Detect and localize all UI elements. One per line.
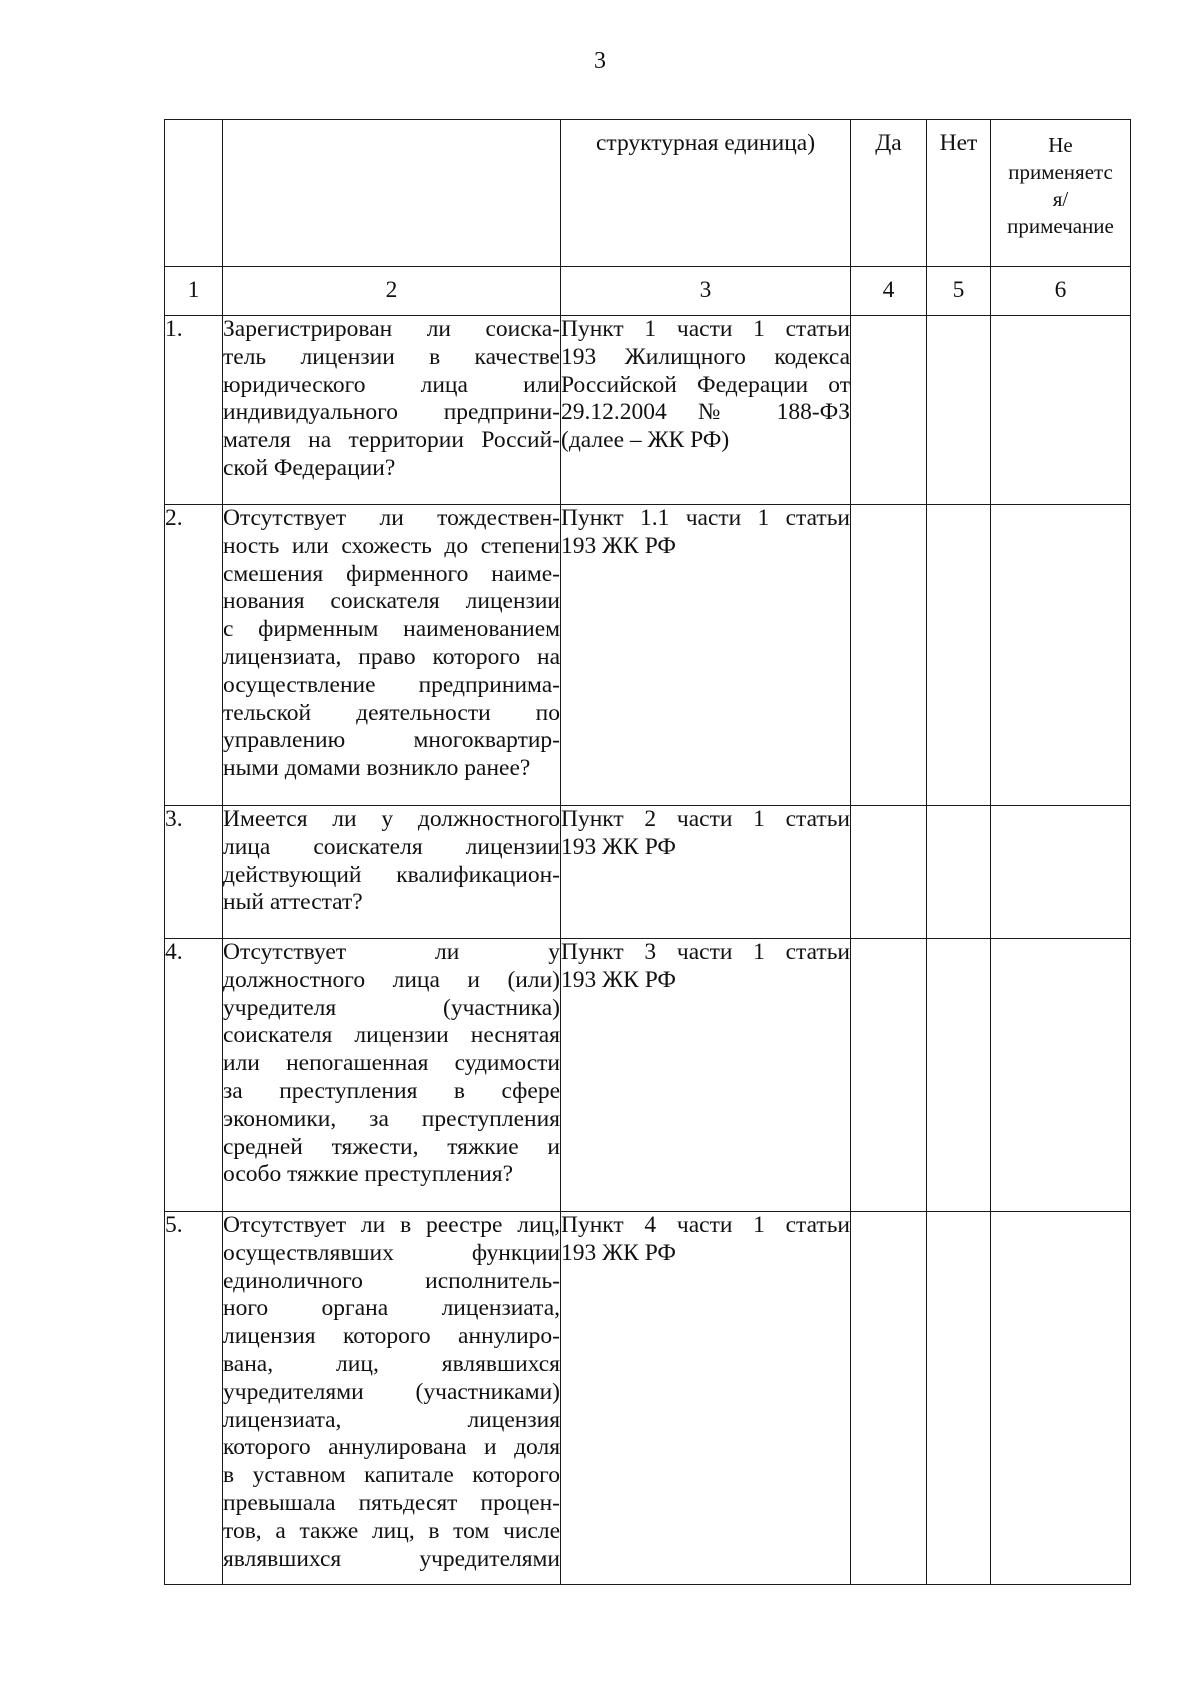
basis-line: Пункт 2 части 1 статьи bbox=[561, 806, 850, 832]
basis-line: 193 ЖК РФ bbox=[561, 966, 676, 993]
column-number: 1 bbox=[165, 267, 223, 316]
question-line: или непогашенная судимости bbox=[223, 1050, 560, 1077]
question-line: тов, а также лиц, в том числе bbox=[223, 1517, 560, 1544]
table-row bbox=[165, 1212, 1131, 1585]
answer-no-cell[interactable] bbox=[927, 939, 991, 1212]
row-number: 3. bbox=[165, 806, 223, 939]
question-line: ного органа лицензиата, bbox=[223, 1295, 560, 1322]
header-cell-not-applicable bbox=[991, 120, 1131, 267]
question-line: единоличного исполнитель- bbox=[223, 1267, 560, 1294]
basis-line: 193 ЖК РФ bbox=[561, 833, 676, 860]
question-line: осуществление предпринима- bbox=[223, 671, 560, 698]
answer-yes-cell[interactable] bbox=[851, 316, 927, 505]
question-line: учредителями (участниками) bbox=[223, 1378, 560, 1405]
basis-line: Пункт 1 части 1 статьи bbox=[561, 316, 850, 342]
question-line: Зарегистрирован ли соиска- bbox=[223, 316, 560, 342]
table-row bbox=[165, 505, 1131, 806]
basis-cell bbox=[561, 505, 851, 806]
row-number: 1. bbox=[165, 316, 223, 505]
column-number: 5 bbox=[927, 267, 991, 316]
question-line: Отсутствует ли тождествен- bbox=[223, 505, 560, 531]
question-line: юридического лица или bbox=[223, 371, 560, 398]
table-row bbox=[165, 316, 1131, 505]
answer-yes-cell[interactable] bbox=[851, 1212, 927, 1585]
basis-line: Пункт 3 части 1 статьи bbox=[561, 939, 850, 965]
row-number: 2. bbox=[165, 505, 223, 806]
header-col6-line: применяетс bbox=[1008, 160, 1113, 184]
question-cell bbox=[223, 1212, 561, 1585]
question-line: которого аннулирована и доля bbox=[223, 1434, 560, 1461]
answer-yes-cell[interactable] bbox=[851, 939, 927, 1212]
answer-no-cell[interactable] bbox=[927, 505, 991, 806]
header-cell-basis: структурная единица) bbox=[561, 120, 851, 267]
question-line: тель лицензии в качестве bbox=[223, 343, 560, 370]
column-numbers-row bbox=[165, 267, 1131, 316]
question-line: соискателя лицензии неснятая bbox=[223, 1022, 560, 1049]
question-cell bbox=[223, 316, 561, 505]
page-number: 3 bbox=[594, 48, 606, 74]
answer-no-cell[interactable] bbox=[927, 1212, 991, 1585]
basis-cell bbox=[561, 806, 851, 939]
question-line: превышала пятьдесят процен- bbox=[223, 1489, 560, 1516]
question-cell bbox=[223, 505, 561, 806]
question-line: средней тяжести, тяжкие и bbox=[223, 1133, 560, 1160]
question-line: лицензия которого аннулиро- bbox=[223, 1323, 560, 1350]
question-line: ными домами возникло ранее? bbox=[223, 755, 531, 782]
question-line: ный аттестат? bbox=[223, 889, 363, 916]
basis-line: Пункт 1.1 части 1 статьи bbox=[561, 505, 850, 531]
row-number: 4. bbox=[165, 939, 223, 1212]
table-row bbox=[165, 806, 1131, 939]
note-cell[interactable] bbox=[991, 1212, 1131, 1585]
answer-no-cell[interactable] bbox=[927, 316, 991, 505]
basis-line: (далее – ЖК РФ) bbox=[561, 427, 730, 454]
question-line: Имеется ли у должностного bbox=[223, 806, 560, 832]
question-line: мателя на территории Россий- bbox=[223, 427, 560, 454]
column-number: 6 bbox=[991, 267, 1131, 316]
column-number: 3 bbox=[561, 267, 851, 316]
question-line: с фирменным наименованием bbox=[223, 616, 560, 643]
header-cell-no: Нет bbox=[927, 120, 991, 267]
question-line: в уставном капитале которого bbox=[223, 1462, 560, 1489]
question-line: лица соискателя лицензии bbox=[223, 833, 560, 860]
question-line: осуществлявших функции bbox=[223, 1239, 560, 1266]
question-line: индивидуального предприни- bbox=[223, 399, 560, 426]
basis-line: Российской Федерации от bbox=[561, 371, 850, 398]
question-line: лицензиата, лицензия bbox=[223, 1406, 560, 1433]
answer-no-cell[interactable] bbox=[927, 806, 991, 939]
note-cell[interactable] bbox=[991, 316, 1131, 505]
column-number: 2 bbox=[223, 267, 561, 316]
basis-line: 193 Жилищного кодекса bbox=[561, 343, 850, 370]
note-cell[interactable] bbox=[991, 505, 1131, 806]
question-line: управлению многоквартир- bbox=[223, 727, 560, 754]
basis-line: 193 ЖК РФ bbox=[561, 1239, 676, 1266]
basis-line: 29.12.2004 № 188-ФЗ bbox=[561, 399, 850, 426]
basis-line: Пункт 4 части 1 статьи bbox=[561, 1212, 850, 1238]
question-line: Отсутствует ли в реестре лиц, bbox=[223, 1212, 560, 1238]
question-line: ность или схожесть до степени bbox=[223, 532, 560, 559]
question-cell bbox=[223, 806, 561, 939]
question-line: экономики, за преступления bbox=[223, 1105, 560, 1132]
header-col6-line: Не bbox=[1048, 133, 1073, 157]
note-cell[interactable] bbox=[991, 806, 1131, 939]
question-line: должностного лица и (или) bbox=[223, 966, 560, 993]
question-cell bbox=[223, 939, 561, 1212]
header-row bbox=[165, 120, 1131, 267]
question-line: лицензиата, право которого на bbox=[223, 643, 560, 670]
question-line: особо тяжкие преступления? bbox=[223, 1161, 514, 1188]
header-cell-number bbox=[165, 120, 223, 267]
checklist-table bbox=[164, 119, 1131, 1585]
note-cell[interactable] bbox=[991, 939, 1131, 1212]
question-line: являвшихся учредителями bbox=[223, 1545, 560, 1572]
question-line: Отсутствует ли у bbox=[223, 939, 560, 965]
table-row bbox=[165, 939, 1131, 1212]
question-line: за преступления в сфере bbox=[223, 1077, 560, 1104]
basis-line: 193 ЖК РФ bbox=[561, 532, 676, 559]
question-line: ской Федерации? bbox=[223, 454, 396, 481]
question-line: смешения фирменного наиме- bbox=[223, 560, 560, 587]
column-number: 4 bbox=[851, 267, 927, 316]
basis-cell bbox=[561, 939, 851, 1212]
question-line: нования соискателя лицензии bbox=[223, 588, 560, 615]
basis-cell bbox=[561, 316, 851, 505]
question-line: тельской деятельности по bbox=[223, 699, 560, 726]
header-col6-line: я/ bbox=[1052, 187, 1069, 211]
row-number: 5. bbox=[165, 1212, 223, 1585]
header-cell-question bbox=[223, 120, 561, 267]
header-cell-yes: Да bbox=[851, 120, 927, 267]
basis-cell bbox=[561, 1212, 851, 1585]
answer-yes-cell[interactable] bbox=[851, 505, 927, 806]
question-line: действующий квалификацион- bbox=[223, 861, 560, 888]
header-col6-line: примечание bbox=[1007, 214, 1114, 238]
question-line: вана, лиц, являвшихся bbox=[223, 1350, 560, 1377]
answer-yes-cell[interactable] bbox=[851, 806, 927, 939]
question-line: учредителя (участника) bbox=[223, 994, 560, 1021]
